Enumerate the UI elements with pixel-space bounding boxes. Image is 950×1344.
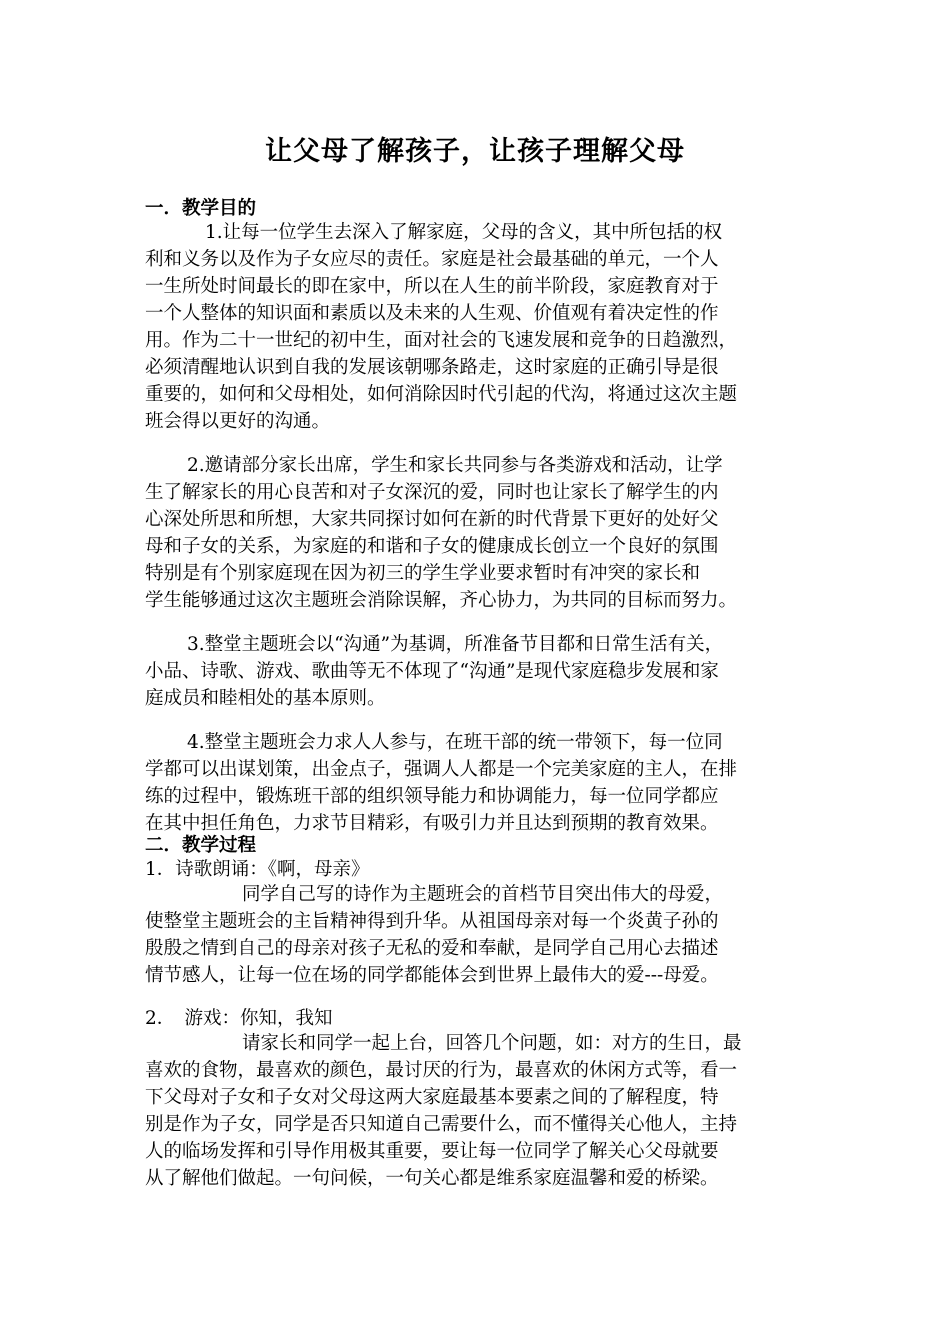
- paragraph-line: 练的过程中，锻炼班干部的组织领导能力和协调能力，每一位同学都应: [145, 786, 719, 807]
- paragraph-line: 特别是有个别家庭现在因为初三的学生学业要求暂时有冲突的家长和: [145, 563, 701, 584]
- paragraph-line: 同学自己写的诗作为主题班会的首档节目突出伟大的母爱，: [242, 884, 724, 905]
- paragraph-line: 心深处所思和所想，大家共同探讨如何在新的时代背景下更好的处好父: [145, 509, 719, 530]
- paragraph-line: 必须清醒地认识到自我的发展该朝哪条路走，这时家庭的正确引导是很: [145, 357, 719, 378]
- item-title-poem: 1．诗歌朗诵：《啊，母亲》: [145, 859, 370, 880]
- paragraph-line: 喜欢的食物，最喜欢的颜色，最讨厌的行为，最喜欢的休闲方式等，看一: [145, 1060, 738, 1081]
- paragraph-line: 2.邀请部分家长出席，学生和家长共同参与各类游戏和活动，让学: [187, 455, 723, 476]
- paragraph-line: 重要的，如何和父母相处，如何消除因时代引起的代沟，将通过这次主题: [145, 384, 738, 405]
- paragraph-line: 生了解家长的用心良苦和对子女深沉的爱，同时也让家长了解学生的内: [145, 482, 719, 503]
- paragraph-line: 在其中担任角色，力求节目精彩，有吸引力并且达到预期的教育效果。: [145, 813, 719, 834]
- paragraph-line: 学都可以出谋划策，出金点子，强调人人都是一个完美家庭的主人，在排: [145, 759, 738, 780]
- paragraph-line: 用。作为二十一世纪的初中生，面对社会的飞速发展和竞争的日趋激烈，: [145, 330, 738, 351]
- paragraph-line: 从了解他们做起。一句问候，一句关心都是维系家庭温馨和爱的桥梁。: [145, 1168, 719, 1189]
- paragraph-line: 下父母对子女和子女对父母这两大家庭最基本要素之间的了解程度，特: [145, 1087, 719, 1108]
- paragraph-line: 请家长和同学一起上台，回答几个问题，如：对方的生日，最: [242, 1033, 742, 1054]
- paragraph-line: 学生能够通过这次主题班会消除误解，齐心协力，为共同的目标而努力。: [145, 590, 738, 611]
- paragraph-line: 小品、诗歌、游戏、歌曲等无不体现了“沟通”是现代家庭稳步发展和家: [145, 661, 719, 682]
- paragraph-line: 一个人整体的知识面和素质以及未来的人生观、价值观有着决定性的作: [145, 303, 719, 324]
- paragraph-line: 使整堂主题班会的主旨精神得到升华。从祖国母亲对每一个炎黄子孙的: [145, 911, 719, 932]
- paragraph-line: 4.整堂主题班会力求人人参与，在班干部的统一带领下，每一位同: [187, 732, 723, 753]
- paragraph-line: 1.让每一位学生去深入了解家庭，父母的含义，其中所包括的权: [205, 222, 723, 243]
- section-heading-objectives: 一．教学目的: [145, 198, 257, 219]
- paragraph-line: 利和义务以及作为子女应尽的责任。家庭是社会最基础的单元，一个人: [145, 249, 719, 270]
- paragraph-line: 班会得以更好的沟通。: [145, 411, 331, 432]
- paragraph-line: 母和子女的关系，为家庭的和谐和子女的健康成长创立一个良好的氛围: [145, 536, 719, 557]
- paragraph-line: 3.整堂主题班会以“沟通”为基调，所准备节目都和日常生活有关，: [187, 634, 724, 655]
- paragraph-line: 人的临场发挥和引导作用极其重要，要让每一位同学了解关心父母就要: [145, 1141, 719, 1162]
- paragraph-line: 庭成员和睦相处的基本原则。: [145, 688, 386, 709]
- paragraph-line: 别是作为子女，同学是否只知道自己需要什么，而不懂得关心他人，主持: [145, 1114, 738, 1135]
- section-heading-process: 二．教学过程: [145, 835, 257, 856]
- paragraph-line: 情节感人，让每一位在场的同学都能体会到世界上最伟大的爱---母爱。: [145, 965, 719, 986]
- item-title-game: 2． 游戏：你知，我知: [145, 1008, 333, 1029]
- paragraph-line: 一生所处时间最长的即在家中，所以在人生的前半阶段，家庭教育对于: [145, 276, 719, 297]
- paragraph-line: 殷殷之情到自己的母亲对孩子无私的爱和奉献，是同学自己用心去描述: [145, 938, 719, 959]
- page-title: 让父母了解孩子，让孩子理解父母: [265, 136, 685, 167]
